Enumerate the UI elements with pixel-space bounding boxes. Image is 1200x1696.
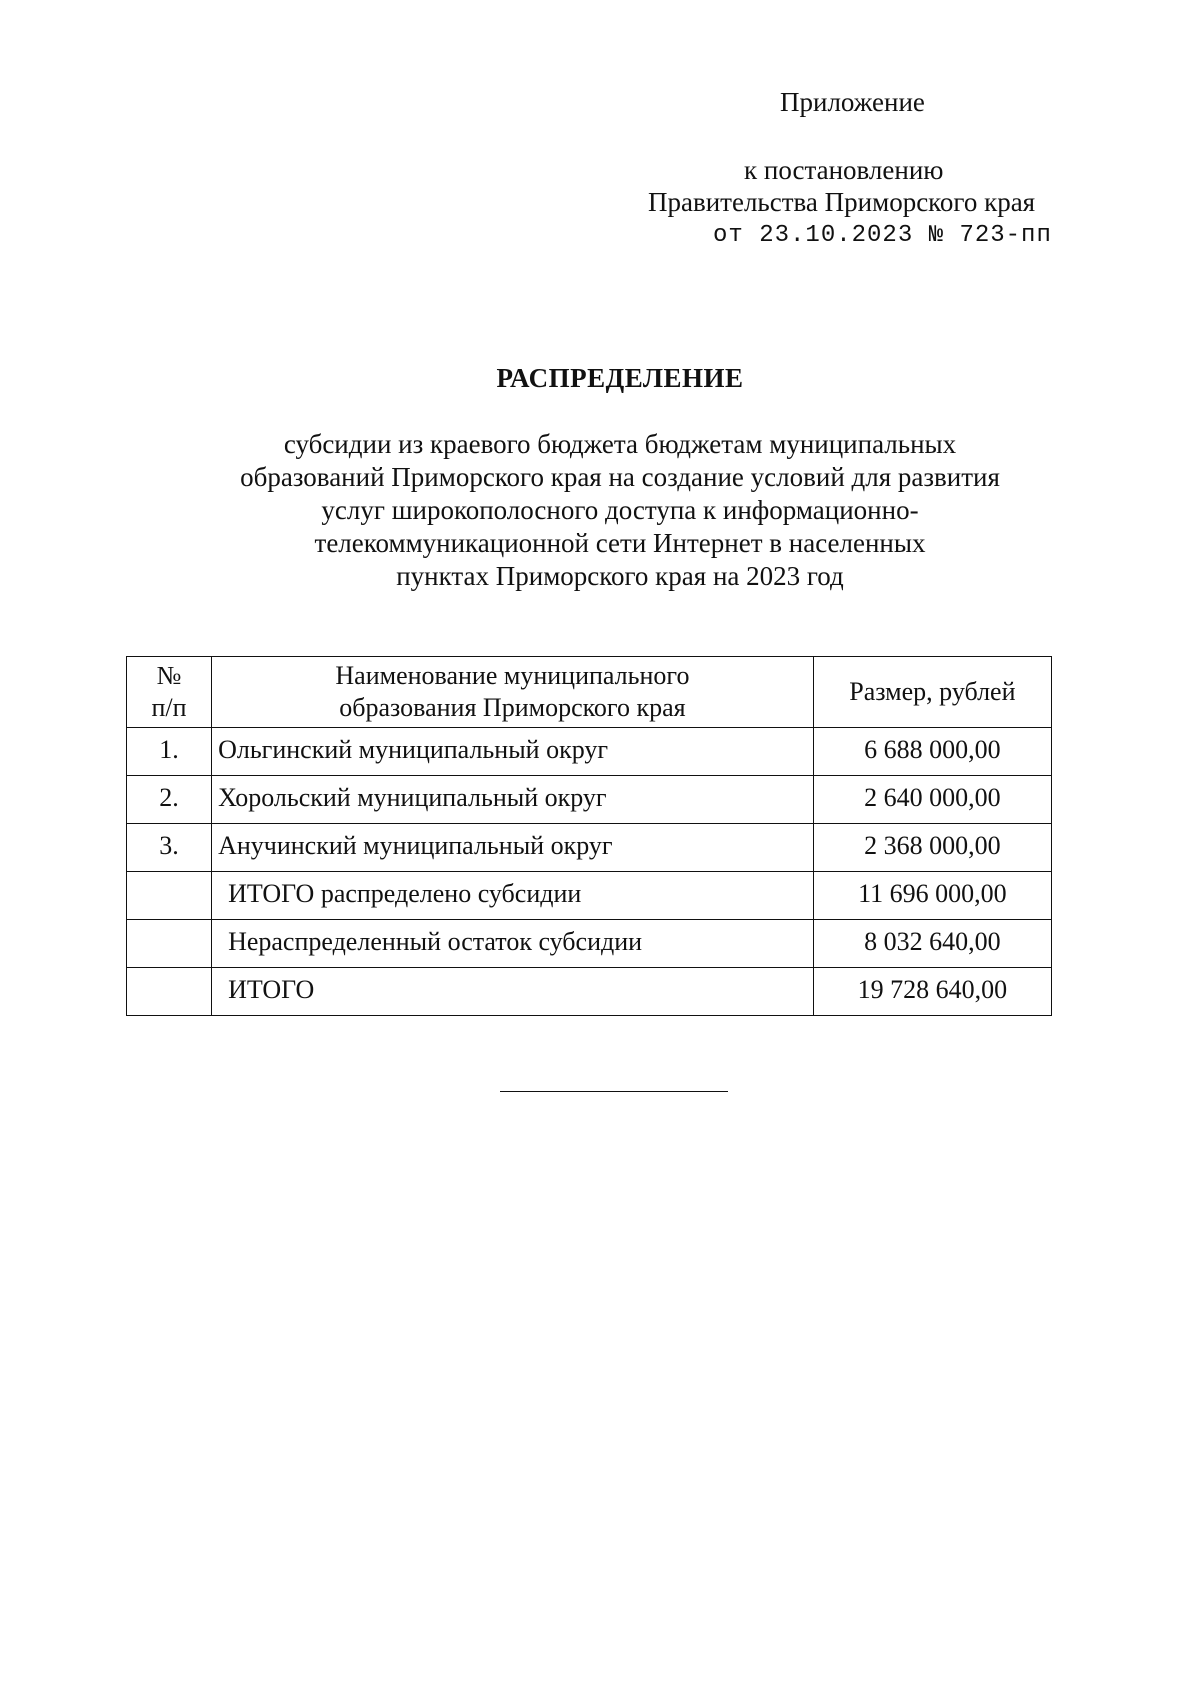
header-municipality — [212, 657, 814, 728]
subsidy-distribution-table — [126, 656, 1052, 1016]
row-amount: 2 640 000,00 — [813, 776, 1051, 824]
subtitle-line: субсидии из краевого бюджета бюджетам муниципальных — [283, 429, 957, 459]
table-row — [127, 728, 1052, 776]
header-municipality-line: Наименование муниципального — [335, 661, 690, 690]
table-header-row — [127, 657, 1052, 728]
summary-empty-cell — [127, 920, 212, 968]
summary-row-total — [127, 968, 1052, 1016]
decree-reference: от 23.10.2023 № 723-пп — [713, 222, 1052, 249]
document-title: РАСПРЕДЕЛЕНИЕ — [496, 363, 744, 393]
header-amount: Размер, рублей — [813, 657, 1051, 728]
to-decree-label: к постановлению — [744, 155, 944, 185]
appendix-label: Приложение — [780, 87, 925, 117]
end-divider — [500, 1091, 728, 1092]
header-municipality-line: образования Приморского края — [339, 693, 686, 722]
summary-label: Нераспределенный остаток субсидии — [212, 920, 814, 968]
subtitle-line: услуг широкополосного доступа к информационно- — [321, 495, 919, 525]
header-number-line: № — [156, 661, 182, 690]
summary-row-undistributed — [127, 920, 1052, 968]
summary-empty-cell — [127, 872, 212, 920]
document-subtitle — [200, 428, 1040, 593]
government-label: Правительства Приморского края — [648, 187, 1036, 217]
summary-label: ИТОГО распределено субсидии — [212, 872, 814, 920]
summary-amount: 8 032 640,00 — [813, 920, 1051, 968]
row-number: 1. — [127, 728, 212, 776]
table-row — [127, 824, 1052, 872]
row-amount: 6 688 000,00 — [813, 728, 1051, 776]
table-row — [127, 776, 1052, 824]
summary-row-distributed — [127, 872, 1052, 920]
summary-empty-cell — [127, 968, 212, 1016]
row-amount: 2 368 000,00 — [813, 824, 1051, 872]
subtitle-line: телекоммуникационной сети Интернет в населенных — [314, 528, 926, 558]
row-municipality: Ольгинский муниципальный округ — [212, 728, 814, 776]
summary-label: ИТОГО — [212, 968, 814, 1016]
row-municipality: Хорольский муниципальный округ — [212, 776, 814, 824]
subtitle-line: пунктах Приморского края на 2023 год — [396, 561, 844, 591]
row-number: 2. — [127, 776, 212, 824]
row-number: 3. — [127, 824, 212, 872]
summary-amount: 11 696 000,00 — [813, 872, 1051, 920]
header-number-line: п/п — [151, 693, 187, 722]
subtitle-line: образований Приморского края на создание условий для развития — [240, 462, 1000, 492]
row-municipality: Анучинский муниципальный округ — [212, 824, 814, 872]
summary-amount: 19 728 640,00 — [813, 968, 1051, 1016]
header-number — [127, 657, 212, 728]
